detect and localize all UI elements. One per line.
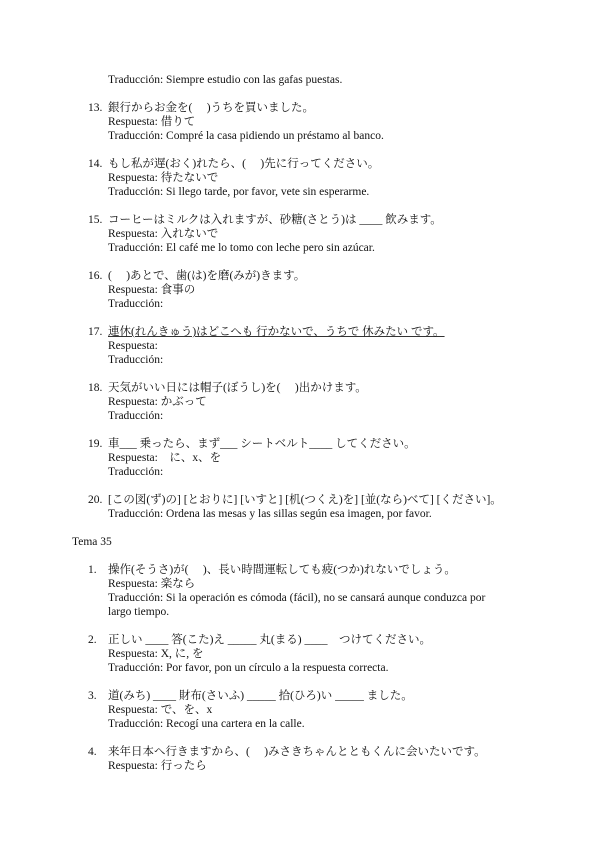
question-text: 道(みち) ____ 財布(さいふ) _____ 拾(ひろ)い _____ ました。 — [108, 690, 413, 702]
question-text: 銀行からお金を( )うちを買いました。 — [108, 102, 315, 114]
answer-text: Respuesta: 入れないで — [108, 228, 219, 240]
item-number: 1. — [88, 564, 97, 576]
question-text: コーヒーはミルクは入れますが、砂糖(さとう)は ____ 飲みます。 — [108, 214, 442, 226]
question-text: 操作(そうさ)が( )、長い時間運転しても疲(つか)れないでしょう。 — [108, 564, 456, 576]
translation-text: Traducción: El café me lo tomo con leche pero sin azúcar. — [108, 242, 375, 254]
item-number: 2. — [88, 634, 97, 646]
section-heading: Tema 35 — [72, 536, 112, 548]
item-number: 16. — [88, 270, 103, 282]
item-number: 15. — [88, 214, 103, 226]
answer-text: Respuesta: で、を、x — [108, 704, 213, 716]
answer-text: Respuesta: 楽なら — [108, 578, 196, 590]
translation-continuation: largo tiempo. — [108, 606, 170, 618]
item-number: 13. — [88, 102, 103, 114]
translation-text: Traducción: Compré la casa pidiendo un préstamo al banco. — [108, 130, 384, 142]
question-text: 天気がいい日には帽子(ぼうし)を( )出かけます。 — [108, 382, 367, 394]
translation-text: Traducción: Si llego tarde, por favor, vete sin esperarme. — [108, 186, 370, 198]
answer-text: Respuesta: 借りて — [108, 116, 196, 128]
item-number: 20. — [88, 494, 103, 506]
answer-text: Respuesta: X, に, を — [108, 648, 204, 660]
question-text: 正しい ____ 答(こた)え _____ 丸(まる) ____ つけてください。 — [108, 634, 431, 646]
question-text: 連休(れんきゅう)はどこへも 行かないで、うちで 休みたい です。 — [108, 326, 445, 338]
answer-text: Respuesta: — [108, 340, 158, 352]
question-text: ( )あとで、歯(は)を磨(みが)きます。 — [108, 270, 306, 282]
question-text: [この図(ず)の] [とおりに] [いすと] [机(つくえ)を] [並(なら)べて] [ください]。 — [108, 494, 502, 506]
answer-text: Respuesta: かぶって — [108, 396, 207, 408]
answer-text: Respuesta: 待たないで — [108, 172, 219, 184]
translation-text: Traducción: — [108, 466, 164, 478]
translation-line: Traducción: Siempre estudio con las gafas puestas. — [108, 74, 343, 86]
item-number: 3. — [88, 690, 97, 702]
item-number: 17. — [88, 326, 103, 338]
translation-text: Traducción: — [108, 354, 164, 366]
question-text: 車___ 乗ったら、まず___ シートベルト____ してください。 — [108, 438, 416, 450]
answer-text: Respuesta: 行ったら — [108, 760, 207, 772]
question-text: もし私が遅(おく)れたら、( )先に行ってください。 — [108, 158, 380, 170]
translation-text: Traducción: Ordena las mesas y las sillas según esa imagen, por favor. — [108, 508, 432, 520]
translation-text: Traducción: Si la operación es cómoda (fácil), no se cansará aunque conduzca por — [108, 592, 486, 604]
question-text: 来年日本へ行きますから、( )みさきちゃんとともくんに会いたいです。 — [108, 746, 486, 758]
item-number: 4. — [88, 746, 97, 758]
translation-text: Traducción: — [108, 298, 164, 310]
translation-text: Traducción: — [108, 410, 164, 422]
answer-text: Respuesta: に、x、を — [108, 452, 222, 464]
item-number: 19. — [88, 438, 103, 450]
translation-text: Traducción: Recogí una cartera en la calle. — [108, 718, 305, 730]
item-number: 18. — [88, 382, 103, 394]
answer-text: Respuesta: 食事の — [108, 284, 196, 296]
item-number: 14. — [88, 158, 103, 170]
translation-text: Traducción: Por favor, pon un círculo a la respuesta correcta. — [108, 662, 389, 674]
